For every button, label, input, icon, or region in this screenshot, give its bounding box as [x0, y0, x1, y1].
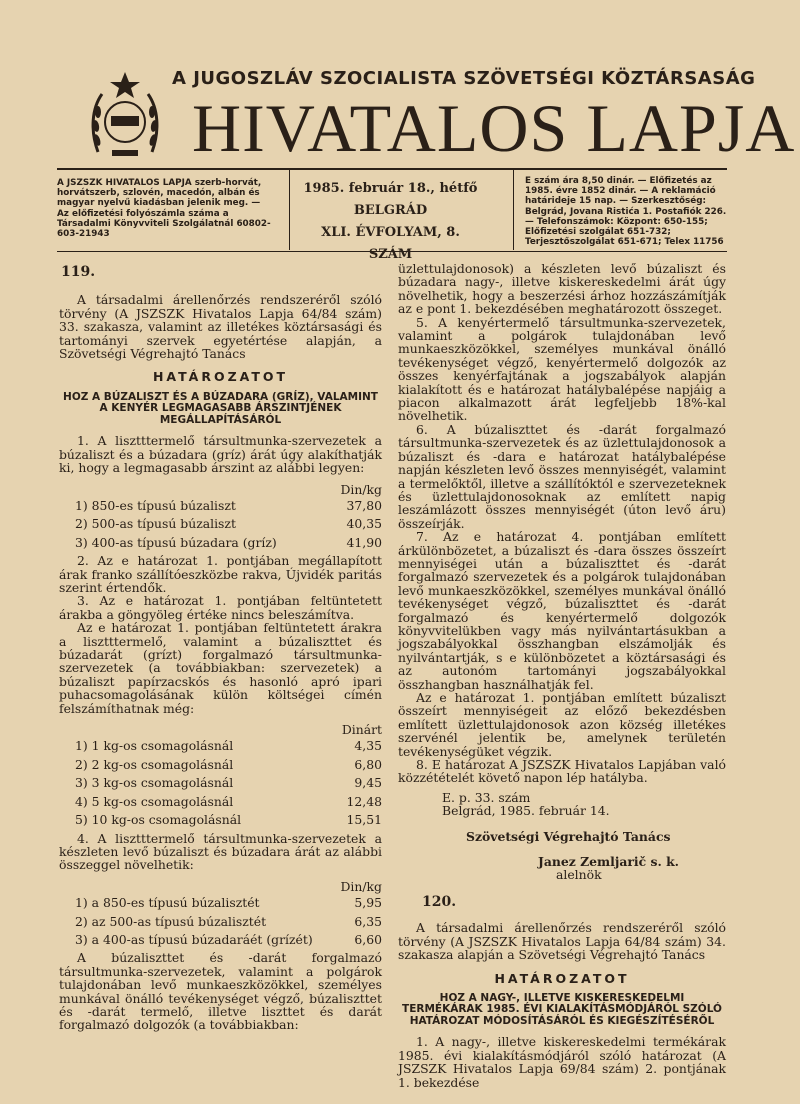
list-item: 1) 850-es típusú búzaliszt 37,80 [75, 497, 382, 513]
republic-title: A JUGOSZLÁV SZOCIALISTA SZÖVETSÉGI KÖZTÁRSASÁG [172, 68, 756, 89]
list-item: 5) 10 kg-os csomagolásnál 15,51 [75, 812, 382, 828]
paragraph-2: 2. Az e határozat 1. pontjában megállapított árak franko szállítóeszközbe rakva, Újvidék paritás szerint értendők. [59, 553, 382, 595]
header-price-info: E szám ára 8,50 dinár. — Előfizetés az 1985. évre 1852 dinár. — A reklamáció határideje 15 nap. — Szerkesztőség: Belgrád, Jovana Ristića 1. Postafiók 226. — Telefonszámok: Központ: 650-155; Előfizetési szolgálat 651-732; Terjesztőszolgálat 651-671; Telex 11756 [525, 176, 727, 248]
unit-label: Din/kg [340, 481, 382, 497]
paragraph-4b: A búzaliszttet és -darát forgalmazó társultmunka-szervezetek, valamint a polgárok tulajdonában levő munkaeszközökkel, személyes munkával önálló tevékenységet végző, búzaliszttet és -darát termelő, illetve liszttet és darát forgalmazó dolgozók (a továbbiakban: [59, 950, 382, 1033]
decision-heading: HATÁROZATOT [152, 369, 289, 385]
paragraph-4: 4. A lisztttermelő társultmunka-szervezetek a készleten levő búzaliszt és búzadara árát az alábbi összeggel növelhetik: [59, 830, 382, 873]
unit-label: Din/kg [340, 878, 382, 894]
paragraph-7b: Az e határozat 1. pontjában említett búzaliszt összeírt mennyiségeit az előző bekezdésben említett üzlettulajdonosok azon község illetékes szervénél jelentik be, amelynek területén tevékenységüket végzik. [398, 690, 726, 759]
list-item: 1) a 850-es típusú búzalisztét 5,95 [75, 895, 382, 911]
left-column [59, 262, 382, 1032]
paragraph-3: 3. Az e határozat 1. pontjában feltüntetett árakba a göngyöleg értéke nincs beleszámítva. [59, 593, 382, 622]
decision-heading-2: HATÁROZATOT [494, 970, 630, 986]
decision-subject-2: HOZ A NAGY-, ILLETVE KISKERESKEDELMI TERMÉKÁRAK 1985. ÉVI KIALAKÍTÁSMÓDJÁRÓL SZÓLÓ HATÁROZAT MÓDOSÍTÁSÁRÓL ÉS KIEGÉSZÍTÉSÉRŐL [402, 991, 722, 1027]
issue-city: BELGRÁD [353, 203, 428, 218]
paragraph-5: 5. A kenyértermelő társultmunka-szervezetek, valamint a polgárok tulajdonában levő munkaeszközökkel, személyes munkával önálló tevékenységet végző, kenyértermelő dolgozók az összes kenyérfajtának a jogszabályok alapján kialakított és e határozat hatálybalépése napjáig a piacon alkalmazott árát legfeljebb 18%-kal növelhetik. [398, 314, 726, 424]
paragraph-3b: Az e határozat 1. pontjában feltüntetett árakra a lisztttermelő, valamint a búzaliszttet és búzadarát (grízt) forgalmazó társultmunka-szervezetek (a továbbiakban: szervezetek) a búzaliszt papírzacskós és hasonló apró ipari puhacsomagolásának külön költségei címén felszámíthatnak még: [59, 620, 382, 716]
list-item: 3) a 400-as típusú búzadaráét (grízét) 6,60 [75, 931, 382, 947]
list-item: 2) 500-as típusú búzaliszt 40,35 [75, 516, 382, 532]
gazette-title: HIVATALOS LAPJA [192, 90, 796, 166]
list-item: 3) 3 kg-os csomagolásnál 9,45 [75, 775, 382, 791]
reference-number: E. p. 33. szám [442, 789, 531, 805]
paragraph-8: 8. E határozat A JSZSZK Hivatalos Lapjában való közzétételét követő napon lép hatályba. [398, 757, 726, 786]
header-divider-right [513, 170, 514, 250]
paragraph-last: 1. A nagy-, illetve kiskereskedelmi termékárak 1985. évi kialakításmódjáról szóló határozat (A JSZSZK Hivatalos Lapja 69/84 szám) 2. pontjának 1. bekezdése [398, 1034, 726, 1090]
paragraph-7: 7. Az e határozat 4. pontjában említett árkülönbözetet, a búzaliszt és -dara összes összeírt mennyiségei után a búzaliszttet és -darát forgalmazó szervezetek és a polgárok tulajdonában levő munkaeszközökkel, személyes munkával önálló tevékenységet végző, búzaliszttet és -darát forgalmazó és kenyértermelő dolgozók könyvvitelükben vagy más nyilvántartásukban a jogszabályokkal összhangban elszámolják és nyilvántartják, s e különbözetet a köztársasági és az autonóm tartományi jogszabályokkal összhangban használhatják fel. [398, 529, 726, 692]
list-item: 1) 1 kg-os csomagolásnál 4,35 [75, 738, 382, 754]
header-rule-top [57, 168, 727, 170]
decision-number-2: 120. [422, 893, 457, 910]
paragraph-continued: üzlettulajdonosok) a készleten levő búzaliszt és búzadara nagy-, illetve kiskereskedelmi árát úgy növelhetik, hogy a beszerzési árhoz hozzászámítják az e pont 1. bekezdésében meghatározott összeget. [398, 261, 726, 317]
right-column [398, 262, 726, 1089]
price-list-packaging [59, 739, 382, 826]
decision-number: 119. [61, 264, 96, 280]
unit-label: Dinárt [341, 722, 382, 738]
issuing-council: Szövetségi Végrehajtó Tanács [466, 828, 671, 844]
signatory-name: Janez Zemljarič s. k. [538, 854, 679, 870]
signatory-role: alelnök [556, 867, 602, 883]
list-item: 2) 2 kg-os csomagolásnál 6,80 [75, 756, 382, 772]
state-emblem-icon [88, 70, 162, 160]
header-divider-left [289, 170, 290, 250]
paragraph-6: 6. A búzaliszttet és -darát forgalmazó társultmunka-szervezetek és az üzlettulajdonosok a búzaliszt és -dara e határozat hatálybalépése napján készleten levő összes mennyiségét, valamint a termelőktől, illetve a szállítóktól e szervezeteknek és üzlettulajdonosoknak az említett napig leszámlázott összes mennyiségét (úton levő áru) összeírják. [398, 421, 726, 531]
price-list-flour [59, 499, 382, 549]
list-item: 3) 400-as típusú búzadara (gríz) 41,90 [75, 534, 382, 550]
issue-volume: XLI. ÉVFOLYAM, 8. SZÁM [321, 225, 460, 262]
list-item: 4) 5 kg-os csomagolásnál 12,48 [75, 793, 382, 809]
price-list-increase [59, 896, 382, 946]
list-item: 2) az 500-as típusú búzalisztét 6,35 [75, 913, 382, 929]
decision-subject: HOZ A BÚZALISZT ÉS A BÚZADARA (GRÍZ), VALAMINT A KENYÉR LEGMAGASABB ÁRSZINTJÉNEK MEGÁLLAPÍTÁSÁRÓL [63, 390, 378, 426]
header-issue-info [298, 178, 483, 266]
decision-intro-2: A társadalmi árellenőrzés rendszeréről szóló törvény (A JSZSZK Hivatalos Lapja 64/84 szám) 34. szakasza alapján a Szövetségi Végrehajtó Tanács [398, 920, 726, 963]
issue-date: 1985. február 18., hétfő [303, 181, 478, 196]
paragraph-1: 1. A lisztttermelő társultmunka-szervezetek a búzaliszt és a búzadara (gríz) árát úgy alakíthatják ki, hogy a legmagasabb árszint az alábbi legyen: [59, 433, 382, 476]
header-publication-info: A JSZSZK HIVATALOS LAPJA szerb-horvát, horvátszerb, szlovén, macedón, albán és magyar nyelvű kiadásban jelenik meg. — Az előfizetési folyószámla száma a Társadalmi Könyvviteli Szolgálatnál 60802-603-21943 [57, 178, 271, 240]
decision-intro: A társadalmi árellenőrzés rendszeréről szóló törvény (A JSZSZK Hivatalos Lapja 64/84 szám) 33. szakasza, valamint az illetékes köztársasági és tartományi szervek egyetértése alapján, a Szövetségi Végrehajtó Tanács [59, 292, 382, 362]
place-date: Belgrád, 1985. február 14. [442, 803, 610, 819]
